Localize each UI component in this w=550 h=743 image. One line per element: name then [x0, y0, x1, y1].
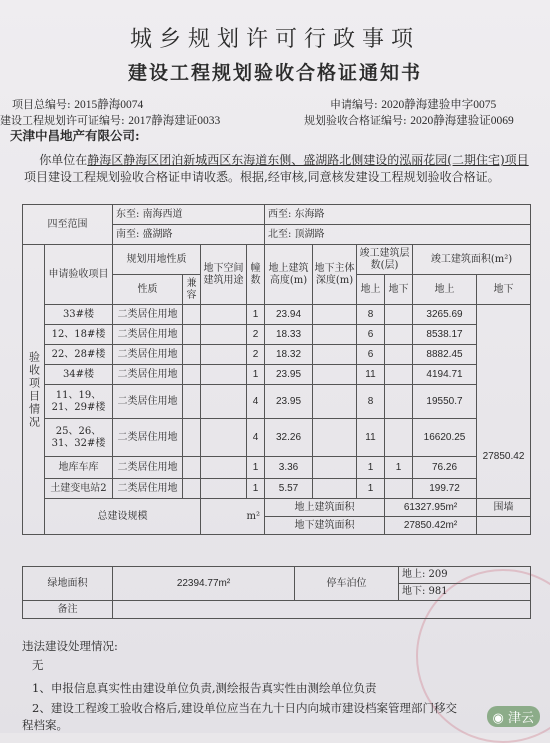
- row-depth: [313, 305, 357, 325]
- header-compat: 兼容: [183, 275, 201, 305]
- acceptance-table: [22, 204, 531, 535]
- row-count: 2: [247, 325, 265, 345]
- header-floors-up: 地上: [357, 275, 385, 305]
- row-height: 18.32: [265, 345, 313, 365]
- table-row: [23, 345, 531, 365]
- table-row: [23, 419, 531, 457]
- row-floors-down: [385, 385, 413, 419]
- row-compat: [183, 419, 201, 457]
- row-area-up: 3265.69: [413, 305, 477, 325]
- row-floors-down: 1: [385, 457, 413, 479]
- row-compat: [183, 365, 201, 385]
- row-under-use: [201, 479, 247, 499]
- row-under-use: [201, 345, 247, 365]
- row-item: 25、26、31、32#楼: [45, 419, 113, 457]
- row-count: 2: [247, 345, 265, 365]
- row-floors-up: 1: [357, 457, 385, 479]
- total-scale-label: 总建设规模: [45, 499, 201, 535]
- table-row: [23, 365, 531, 385]
- row-compat: [183, 385, 201, 419]
- row-area-up: 4194.71: [413, 365, 477, 385]
- row-floors-up: 11: [357, 365, 385, 385]
- row-depth: [313, 419, 357, 457]
- row-nature: 二类居住用地: [113, 325, 183, 345]
- notice-paragraph: [24, 152, 538, 186]
- apply-number: [330, 96, 496, 112]
- row-area-up: 19550.7: [413, 385, 477, 419]
- boundary-north: 北至: 顶湖路: [265, 225, 531, 245]
- row-count: 4: [247, 385, 265, 419]
- header-land-use: 规划用地性质: [113, 245, 201, 275]
- notice-project: 泓丽花园(二期住宅)项目: [399, 153, 529, 167]
- row-floors-down: [385, 419, 413, 457]
- note-1: 1、申报信息真实性由建设单位负责,测绘报告真实性由测绘单位负责: [32, 681, 377, 695]
- row-floors-down: [385, 345, 413, 365]
- header-nature: 性质: [113, 275, 183, 305]
- row-count: 1: [247, 365, 265, 385]
- row-item: 地库车库: [45, 457, 113, 479]
- green-area-label: 绿地面积: [23, 567, 113, 601]
- row-area-up: 199.72: [413, 479, 477, 499]
- header-item: 申请验收项目: [45, 245, 113, 305]
- row-nature: 二类居住用地: [113, 479, 183, 499]
- row-height: 3.36: [265, 457, 313, 479]
- summary-table: [22, 566, 531, 619]
- project-number: [12, 96, 143, 112]
- parking-down: 地下: 981: [399, 584, 531, 601]
- permit-number-label: 建设工程规划许可证编号:: [0, 114, 125, 127]
- row-under-use: [201, 365, 247, 385]
- project-number-label: 项目总编号:: [12, 98, 71, 111]
- down-total-blank: [477, 517, 531, 535]
- notice-location: 静海区静海区团泊新城西区东海道东侧、盛湖路北侧建设的: [87, 153, 400, 167]
- up-total-value: 61327.95m²: [385, 499, 477, 517]
- row-nature: 二类居住用地: [113, 365, 183, 385]
- row-height: 23.94: [265, 305, 313, 325]
- row-floors-down: [385, 325, 413, 345]
- row-under-use: [201, 325, 247, 345]
- row-area-up: 16620.25: [413, 419, 477, 457]
- row-count: 4: [247, 419, 265, 457]
- row-depth: [313, 385, 357, 419]
- parking-up: 地上: 209: [399, 567, 531, 584]
- wall-note: 围墙: [477, 499, 531, 517]
- applicant-unit: 天津中昌地产有限公司:: [10, 128, 140, 143]
- row-under-use: [201, 305, 247, 325]
- header-depth: 地下主体深度(m): [313, 245, 357, 305]
- row-nature: 二类居住用地: [113, 305, 183, 325]
- header-area-down: 地下: [477, 275, 531, 305]
- row-depth: [313, 457, 357, 479]
- row-area-up: 8882.45: [413, 345, 477, 365]
- green-area-value: 22394.77m²: [113, 567, 295, 601]
- row-count: 1: [247, 479, 265, 499]
- row-count: 1: [247, 457, 265, 479]
- boundary-south: 南至: 盛湖路: [113, 225, 265, 245]
- apply-number-label: 申请编号:: [330, 98, 378, 111]
- up-total-label: 地上建筑面积: [265, 499, 385, 517]
- row-height: 32.26: [265, 419, 313, 457]
- table-row: [23, 385, 531, 419]
- down-total-label: 地下建筑面积: [265, 517, 385, 535]
- notice-text-2: 项目建设工程规划验收合格证申请收悉。根据: [24, 170, 265, 184]
- cert-number-label: 规划验收合格证编号:: [304, 114, 407, 127]
- boundary-west: 西至: 东海路: [265, 205, 531, 225]
- row-nature: 二类居住用地: [113, 457, 183, 479]
- row-compat: [183, 479, 201, 499]
- remark-label: 备注: [23, 601, 113, 619]
- row-nature: 二类居住用地: [113, 385, 183, 419]
- row-floors-up: 8: [357, 385, 385, 419]
- document-title: 城乡规划许可行政事项: [129, 27, 420, 52]
- total-scale-unit: m²: [201, 499, 265, 535]
- violation-value: 无: [32, 658, 44, 672]
- row-area-up: 76.26: [413, 457, 477, 479]
- row-item: 33#楼: [45, 305, 113, 325]
- row-item: 土建变电站2: [45, 479, 113, 499]
- row-floors-up: 11: [357, 419, 385, 457]
- note-3: 程档案。: [22, 718, 68, 732]
- table-row: [23, 325, 531, 345]
- row-floors-down: [385, 305, 413, 325]
- row-floors-up: 6: [357, 325, 385, 345]
- watermark-text: 津云: [507, 711, 534, 726]
- cert-number: [304, 112, 514, 128]
- notice-text-3: ,经审核,同意核发建设工程规划验收合格证。: [264, 170, 500, 184]
- row-nature: 二类居住用地: [113, 419, 183, 457]
- boundary-east: 东至: 南海西道: [113, 205, 265, 225]
- row-under-use: [201, 457, 247, 479]
- row-compat: [183, 457, 201, 479]
- header-area: 竣工建筑面积(m²): [413, 245, 531, 275]
- row-floors-up: 6: [357, 345, 385, 365]
- project-number-value: 2015静海0074: [74, 99, 144, 111]
- header-area-up: 地上: [413, 275, 477, 305]
- basement-area: [477, 305, 531, 499]
- row-height: 23.95: [265, 365, 313, 385]
- row-floors-up: 1: [357, 479, 385, 499]
- violation-label: 违法建设处理情况:: [22, 639, 118, 653]
- row-area-up: 8538.17: [413, 325, 477, 345]
- basement-area-value: 27850.42: [482, 450, 525, 462]
- header-underground-use: 地下空间建筑用途: [201, 245, 247, 305]
- table-row: [23, 479, 531, 499]
- row-item: 22、28#楼: [45, 345, 113, 365]
- section-label: [23, 245, 45, 535]
- row-floors-down: [385, 479, 413, 499]
- row-item: 12、18#楼: [45, 325, 113, 345]
- boundary-label: 四至范围: [23, 205, 113, 245]
- row-depth: [313, 365, 357, 385]
- row-compat: [183, 325, 201, 345]
- row-depth: [313, 345, 357, 365]
- row-floors-up: 8: [357, 305, 385, 325]
- wechat-icon: ◉: [492, 711, 508, 726]
- down-total-value: 27850.42m²: [385, 517, 477, 535]
- row-compat: [183, 305, 201, 325]
- parking-label: 停车泊位: [295, 567, 399, 601]
- remark-value: [113, 601, 531, 619]
- header-floors: 竣工建筑层数(层): [357, 245, 413, 275]
- row-floors-down: [385, 365, 413, 385]
- section-label-text: 验收项目情况: [27, 350, 41, 429]
- row-item: 34#楼: [45, 365, 113, 385]
- row-depth: [313, 479, 357, 499]
- row-item: 11、19、21、29#楼: [45, 385, 113, 419]
- row-under-use: [201, 385, 247, 419]
- row-height: 5.57: [265, 479, 313, 499]
- row-depth: [313, 325, 357, 345]
- apply-number-value: 2020静海建验申字0075: [381, 99, 497, 111]
- notice-text-1: 你单位在: [39, 153, 88, 167]
- table-row: [23, 457, 531, 479]
- row-height: 18.33: [265, 325, 313, 345]
- note-2: 2、建设工程竣工验收合格后,建设单位应当在九十日内向城市建设档案管理部门移交: [32, 701, 457, 715]
- row-under-use: [201, 419, 247, 457]
- header-height: 地上建筑高度(m): [265, 245, 313, 305]
- row-nature: 二类居住用地: [113, 345, 183, 365]
- row-height: 23.95: [265, 385, 313, 419]
- table-row: [23, 305, 531, 325]
- row-compat: [183, 345, 201, 365]
- permit-number-value: 2017静海建证0033: [128, 115, 221, 127]
- watermark-logo: [487, 706, 541, 727]
- header-count: 幢数: [247, 245, 265, 305]
- header-floors-down: 地下: [385, 275, 413, 305]
- row-count: 1: [247, 305, 265, 325]
- cert-number-value: 2020静海建验证0069: [410, 115, 514, 127]
- document-subtitle: 建设工程规划验收合格证通知书: [127, 62, 422, 84]
